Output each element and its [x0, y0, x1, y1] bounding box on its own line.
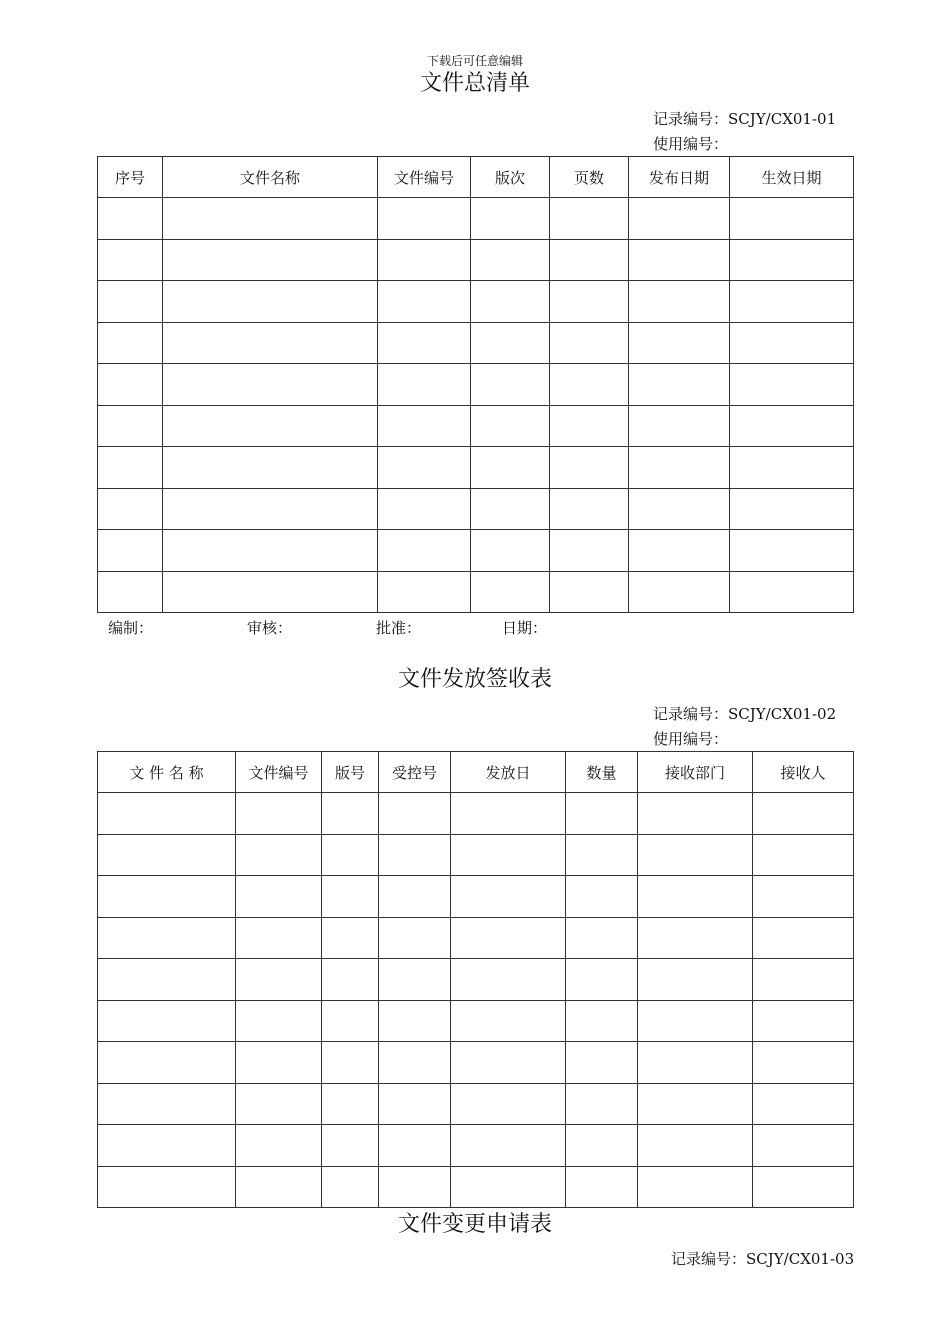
table-cell[interactable] [98, 571, 163, 613]
column-header-file-number: 文件编号 [236, 752, 322, 793]
column-header-recipient: 接收人 [753, 752, 854, 793]
table-cell[interactable] [471, 530, 550, 572]
table-row [98, 447, 854, 489]
table-cell[interactable] [98, 959, 236, 1001]
table-cell[interactable] [378, 364, 471, 406]
table-cell[interactable] [730, 488, 854, 530]
table-row [98, 1166, 854, 1208]
table-cell[interactable] [163, 405, 378, 447]
column-header-release-date: 发布日期 [629, 157, 730, 198]
table-cell[interactable] [471, 571, 550, 613]
table-cell[interactable] [236, 1042, 322, 1084]
table-cell[interactable] [471, 239, 550, 281]
table-cell[interactable] [98, 1166, 236, 1208]
table-cell[interactable] [378, 488, 471, 530]
table-cell[interactable] [163, 571, 378, 613]
table-cell[interactable] [451, 917, 566, 959]
table-cell[interactable] [629, 198, 730, 240]
table-cell[interactable] [322, 917, 379, 959]
table-cell[interactable] [98, 405, 163, 447]
table-cell[interactable] [629, 281, 730, 323]
table-row [98, 1083, 854, 1125]
table-cell[interactable] [730, 530, 854, 572]
table-cell[interactable] [629, 405, 730, 447]
table-cell[interactable] [638, 1000, 753, 1042]
table-cell[interactable] [566, 1083, 638, 1125]
table-cell[interactable] [98, 876, 236, 918]
table-cell[interactable] [753, 1166, 854, 1208]
sign-compiled-by: 编制： [108, 619, 154, 637]
table-cell[interactable] [730, 447, 854, 489]
table-cell[interactable] [98, 239, 163, 281]
table-header-row [98, 752, 854, 793]
table-cell[interactable] [638, 959, 753, 1001]
table-cell[interactable] [451, 1125, 566, 1167]
table-cell[interactable] [236, 1125, 322, 1167]
table-cell[interactable] [322, 1042, 379, 1084]
table-cell[interactable] [730, 239, 854, 281]
table-cell[interactable] [98, 198, 163, 240]
table-cell[interactable] [566, 959, 638, 1001]
table-row [98, 1042, 854, 1084]
table-cell[interactable] [98, 917, 236, 959]
table-cell[interactable] [236, 1166, 322, 1208]
table-row [98, 1000, 854, 1042]
column-header-file-name: 文件名称 [163, 157, 378, 198]
table-cell[interactable] [236, 959, 322, 1001]
table-cell[interactable] [638, 834, 753, 876]
table-cell[interactable] [550, 198, 629, 240]
table-cell[interactable] [322, 793, 379, 835]
table-row [98, 364, 854, 406]
table-row [98, 959, 854, 1001]
table-cell[interactable] [98, 793, 236, 835]
table-cell[interactable] [753, 917, 854, 959]
table-cell[interactable] [379, 917, 451, 959]
table-cell[interactable] [730, 322, 854, 364]
table-cell[interactable] [98, 834, 236, 876]
table-cell[interactable] [451, 876, 566, 918]
table-cell[interactable] [550, 530, 629, 572]
table-cell[interactable] [550, 281, 629, 323]
table-cell[interactable] [550, 571, 629, 613]
column-header-receiving-department: 接收部门 [638, 752, 753, 793]
table-row [98, 834, 854, 876]
table-cell[interactable] [163, 530, 378, 572]
table-cell[interactable] [629, 530, 730, 572]
sign-reviewed-by: 审核： [247, 619, 293, 637]
table-cell[interactable] [236, 1000, 322, 1042]
table-cell[interactable] [753, 1125, 854, 1167]
table-cell[interactable] [550, 322, 629, 364]
column-header-quantity: 数量 [566, 752, 638, 793]
table-cell[interactable] [753, 876, 854, 918]
table-cell[interactable] [236, 793, 322, 835]
column-header-file-number: 文件编号 [378, 157, 471, 198]
section1-record-number: 记录编号：SCJY/CX01-01 [653, 110, 837, 128]
table-cell[interactable] [163, 488, 378, 530]
table-cell[interactable] [378, 571, 471, 613]
table-cell[interactable] [322, 876, 379, 918]
table-cell[interactable] [322, 1166, 379, 1208]
table-cell[interactable] [566, 793, 638, 835]
table-cell[interactable] [566, 1042, 638, 1084]
table-cell[interactable] [550, 239, 629, 281]
table-cell[interactable] [730, 198, 854, 240]
table-row [98, 530, 854, 572]
column-header-version: 版号 [322, 752, 379, 793]
table-cell[interactable] [471, 198, 550, 240]
table-cell[interactable] [451, 1166, 566, 1208]
table-row [98, 917, 854, 959]
table-row [98, 876, 854, 918]
table-cell[interactable] [753, 1042, 854, 1084]
table-cell[interactable] [379, 793, 451, 835]
table-cell[interactable] [98, 488, 163, 530]
table-header-row [98, 157, 854, 198]
table-cell[interactable] [98, 1042, 236, 1084]
table-cell[interactable] [98, 1000, 236, 1042]
table-cell[interactable] [379, 1042, 451, 1084]
column-header-control-number: 受控号 [379, 752, 451, 793]
table-cell[interactable] [322, 1125, 379, 1167]
table-row [98, 322, 854, 364]
table-cell[interactable] [471, 405, 550, 447]
table-cell[interactable] [98, 322, 163, 364]
table-cell[interactable] [378, 281, 471, 323]
column-header-issue-date: 发放日 [451, 752, 566, 793]
table-cell[interactable] [638, 793, 753, 835]
table-cell[interactable] [730, 281, 854, 323]
table-cell[interactable] [163, 364, 378, 406]
table-cell[interactable] [322, 959, 379, 1001]
sign-approved-by: 批准： [376, 619, 422, 637]
table-cell[interactable] [638, 1166, 753, 1208]
table-cell[interactable] [629, 447, 730, 489]
table-cell[interactable] [629, 364, 730, 406]
table-cell[interactable] [566, 1166, 638, 1208]
section3-record-number: 记录编号：SCJY/CX01-03 [671, 1250, 855, 1268]
column-header-edition: 版次 [471, 157, 550, 198]
table-cell[interactable] [378, 530, 471, 572]
table-cell[interactable] [753, 959, 854, 1001]
table-row [98, 281, 854, 323]
table-cell[interactable] [379, 834, 451, 876]
table-cell[interactable] [451, 1083, 566, 1125]
table-cell[interactable] [471, 364, 550, 406]
column-header-serial: 序号 [98, 157, 163, 198]
table-cell[interactable] [236, 1083, 322, 1125]
table-cell[interactable] [98, 364, 163, 406]
table-cell[interactable] [638, 1042, 753, 1084]
table-cell[interactable] [378, 405, 471, 447]
table-cell[interactable] [730, 405, 854, 447]
table-cell[interactable] [566, 917, 638, 959]
table-cell[interactable] [163, 198, 378, 240]
sign-date: 日期： [502, 619, 548, 637]
table-cell[interactable] [550, 447, 629, 489]
section3-title: 文件变更申请表 [397, 1212, 552, 1237]
table-cell[interactable] [236, 834, 322, 876]
table-cell[interactable] [163, 322, 378, 364]
table-row [98, 239, 854, 281]
table-row [98, 198, 854, 240]
table-cell[interactable] [451, 1042, 566, 1084]
header-note: 下载后可任意编辑 [426, 54, 523, 68]
table-cell[interactable] [379, 876, 451, 918]
table-cell[interactable] [322, 834, 379, 876]
table-row [98, 1125, 854, 1167]
column-header-file-name: 文 件 名 称 [98, 752, 236, 793]
table-cell[interactable] [566, 1000, 638, 1042]
section1-title: 文件总清单 [419, 71, 530, 96]
table-cell[interactable] [730, 364, 854, 406]
table-cell[interactable] [550, 364, 629, 406]
table-row [98, 571, 854, 613]
table-cell[interactable] [753, 1083, 854, 1125]
table-cell[interactable] [638, 1125, 753, 1167]
table-row [98, 405, 854, 447]
table-cell[interactable] [451, 1000, 566, 1042]
table-cell[interactable] [753, 793, 854, 835]
table-cell[interactable] [379, 959, 451, 1001]
table-cell[interactable] [550, 405, 629, 447]
table-cell[interactable] [379, 1083, 451, 1125]
table-cell[interactable] [98, 1125, 236, 1167]
table-cell[interactable] [566, 834, 638, 876]
table-cell[interactable] [378, 239, 471, 281]
table-cell[interactable] [378, 198, 471, 240]
table-cell[interactable] [566, 1125, 638, 1167]
table-cell[interactable] [753, 1000, 854, 1042]
file-master-list-table [97, 156, 854, 613]
table-cell[interactable] [98, 530, 163, 572]
table-cell[interactable] [638, 1083, 753, 1125]
table-cell[interactable] [322, 1083, 379, 1125]
table-row [98, 793, 854, 835]
table-row [98, 488, 854, 530]
section1-use-number: 使用编号： [653, 135, 729, 153]
section2-record-number: 记录编号：SCJY/CX01-02 [653, 705, 837, 723]
table-cell[interactable] [378, 447, 471, 489]
table-cell[interactable] [379, 1000, 451, 1042]
table-cell[interactable] [379, 1166, 451, 1208]
table-cell[interactable] [471, 447, 550, 489]
table-cell[interactable] [379, 1125, 451, 1167]
distribution-receipt-table [97, 751, 854, 1208]
table-cell[interactable] [98, 447, 163, 489]
table-cell[interactable] [451, 834, 566, 876]
table-cell[interactable] [98, 281, 163, 323]
table-cell[interactable] [629, 322, 730, 364]
section2-title: 文件发放签收表 [397, 667, 552, 692]
table-cell[interactable] [98, 1083, 236, 1125]
table-cell[interactable] [451, 793, 566, 835]
table-cell[interactable] [322, 1000, 379, 1042]
table-cell[interactable] [629, 571, 730, 613]
table-cell[interactable] [378, 322, 471, 364]
table-cell[interactable] [638, 917, 753, 959]
table-cell[interactable] [163, 281, 378, 323]
table-cell[interactable] [236, 917, 322, 959]
table-cell[interactable] [730, 571, 854, 613]
table-cell[interactable] [471, 488, 550, 530]
table-cell[interactable] [471, 281, 550, 323]
table-cell[interactable] [629, 239, 730, 281]
table-cell[interactable] [236, 876, 322, 918]
table-cell[interactable] [163, 447, 378, 489]
table-cell[interactable] [451, 959, 566, 1001]
table-cell[interactable] [471, 322, 550, 364]
table-cell[interactable] [550, 488, 629, 530]
table-cell[interactable] [629, 488, 730, 530]
section2-use-number: 使用编号： [653, 730, 729, 748]
column-header-effective-date: 生效日期 [730, 157, 854, 198]
table-cell[interactable] [566, 876, 638, 918]
table-cell[interactable] [753, 834, 854, 876]
column-header-pages: 页数 [550, 157, 629, 198]
table-cell[interactable] [638, 876, 753, 918]
table-cell[interactable] [163, 239, 378, 281]
